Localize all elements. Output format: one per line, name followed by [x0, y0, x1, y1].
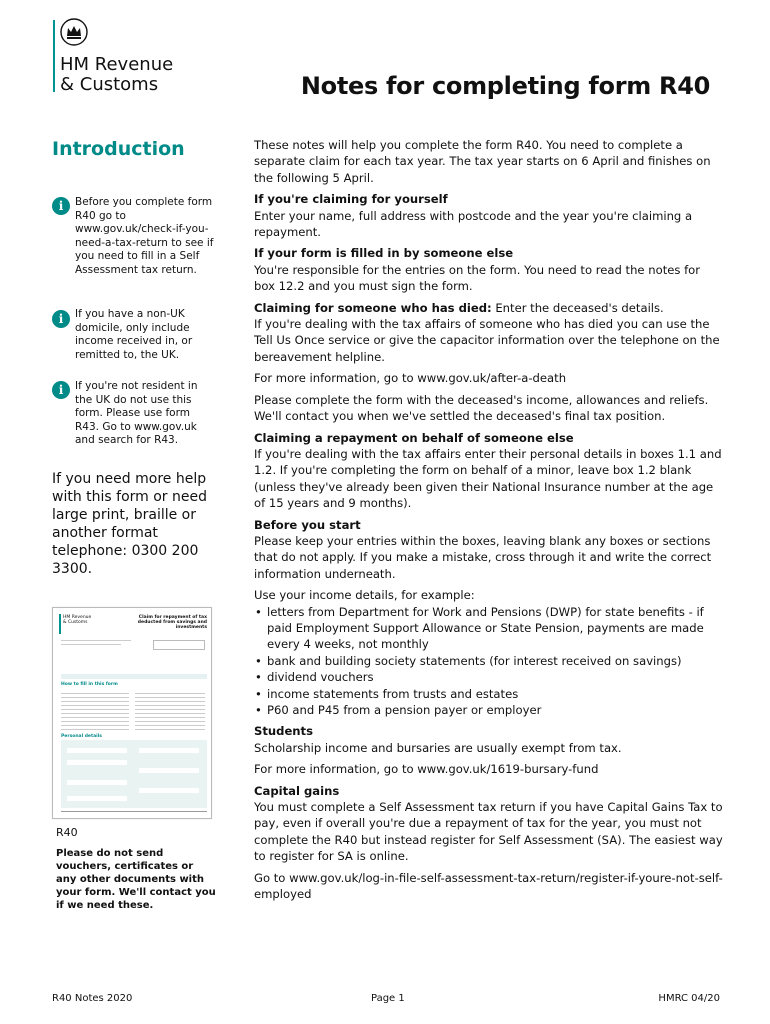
text-students: Scholarship income and bursaries are usually exempt from tax. [254, 740, 622, 755]
income-list [254, 604, 724, 719]
text-students-more: For more information, go to www.gov.uk/1619-bursary-fund [254, 762, 599, 777]
info-note: Before you complete form R40 go to www.gov.uk/check-if-you-need-a-tax-return to see if you need to fill in a Self Assessment tax return. [75, 196, 214, 276]
logo-text-line1: HM Revenue [60, 54, 174, 75]
logo-bar [53, 20, 55, 92]
text-behalf: If you're dealing with the tax affairs enter their personal details in boxes 1.1 and 1.2. If you're completing the form on behalf of a minor, leave box 1.2 blank (unless they've already been given their National Insurance number at the age of 15 years and 9 months). [254, 446, 722, 511]
footer-left: R40 Notes 2020 [52, 993, 133, 1004]
text-capital-gains: You must complete a Self Assessment tax return if you have Capital Gains Tax to pay, even if overall you're due a repayment of tax for the year, you must not complete the R40 but instead register for Self Assessment (SA). The easiest way to register for SA is online. [254, 800, 723, 864]
heading-capital-gains: Capital gains [254, 783, 340, 798]
thumb-title: Claim for repayment of tax deducted from savings and investments [137, 615, 207, 630]
warning-text: Please do not send vouchers, certificates or any other documents with your form. We'll contact you if we need these. [56, 848, 216, 911]
text-died: If you're dealing with the tax affairs of someone who has died you can use the Tell Us Once service or give the capacitor information over the telephone on the bereavement helpline. [254, 317, 720, 364]
text-died-complete: Please complete the form with the deceased's income, allowances and reliefs. We'll contact you when we've settled the deceased's final tax position. [254, 392, 709, 424]
heading-yourself: If you're claiming for yourself [254, 192, 448, 207]
thumb-section: How to fill in this form [61, 682, 118, 687]
text-capital-go: Go to www.gov.uk/log-in-file-self-assessment-tax-return/register-if-youre-not-self-employed [254, 870, 723, 902]
text-someone-else: You're responsible for the entries on the form. You need to read the notes for box 12.2 and you must sign the form. [254, 262, 701, 294]
footer-page: Page 1 [371, 993, 405, 1004]
list-item: • bank and building society statements (for interest received on savings) [254, 653, 724, 669]
form-thumbnail [52, 607, 212, 819]
info-note: If you're not resident in the UK do not use this form. Please use form R43. Go to www.gov.uk and search for R43. [75, 380, 198, 446]
heading-behalf: Claiming a repayment on behalf of someone else [254, 430, 574, 445]
main-content [254, 137, 724, 907]
page-title: Notes for completing form R40 [300, 72, 710, 100]
text-before-start: Please keep your entries within the boxes, leaving blank any boxes or sections that do not apply. If you make a mistake, cross through it and write the correct information underneath. [254, 533, 712, 581]
thumb-personal: Personal details [61, 734, 102, 739]
heading-died: Claiming for someone who has died: [254, 300, 492, 315]
help-text: If you need more help with this form or need large print, braille or another format telephone: 0300 200 3300. [52, 471, 207, 577]
info-note: If you have a non-UK domicile, only include income received in, or remitted to, the UK. [75, 308, 193, 361]
info-icon: i [52, 197, 70, 215]
heading-before-start: Before you start [254, 517, 361, 532]
text-use-income: Use your income details, for example: [254, 588, 475, 603]
list-item: • letters from Department for Work and Pensions (DWP) for state benefits - if paid Employment Support Allowance or State Pension, payments are made every 4 weeks, not monthly [254, 604, 724, 653]
section-heading: Introduction [52, 138, 185, 160]
crown-crest-icon [60, 18, 88, 46]
logo-text-line2: & Customs [60, 74, 159, 95]
list-item: • P60 and P45 from a pension payer or employer [254, 702, 724, 718]
list-item: • dividend vouchers [254, 669, 724, 685]
info-icon: i [52, 381, 70, 399]
info-icon: i [52, 310, 70, 328]
intro-paragraph: These notes will help you complete the form R40. You need to complete a separate claim for each tax year. The tax year starts on 6 April and finishes on the following 5 April. [254, 138, 711, 185]
text-yourself: Enter your name, full address with postcode and the year you're claiming a repayment. [254, 208, 693, 240]
heading-students: Students [254, 724, 314, 739]
list-item: • income statements from trusts and estates [254, 686, 724, 702]
text-died-more: For more information, go to www.gov.uk/after-a-death [254, 371, 567, 386]
form-label: R40 [56, 826, 78, 839]
heading-someone-else: If your form is filled in by someone else [254, 246, 514, 261]
thumb-org: HM Revenue & Customs [63, 615, 92, 625]
footer-right: HMRC 04/20 [658, 993, 720, 1004]
text-died-intro: Enter the deceased's details. [491, 300, 664, 315]
